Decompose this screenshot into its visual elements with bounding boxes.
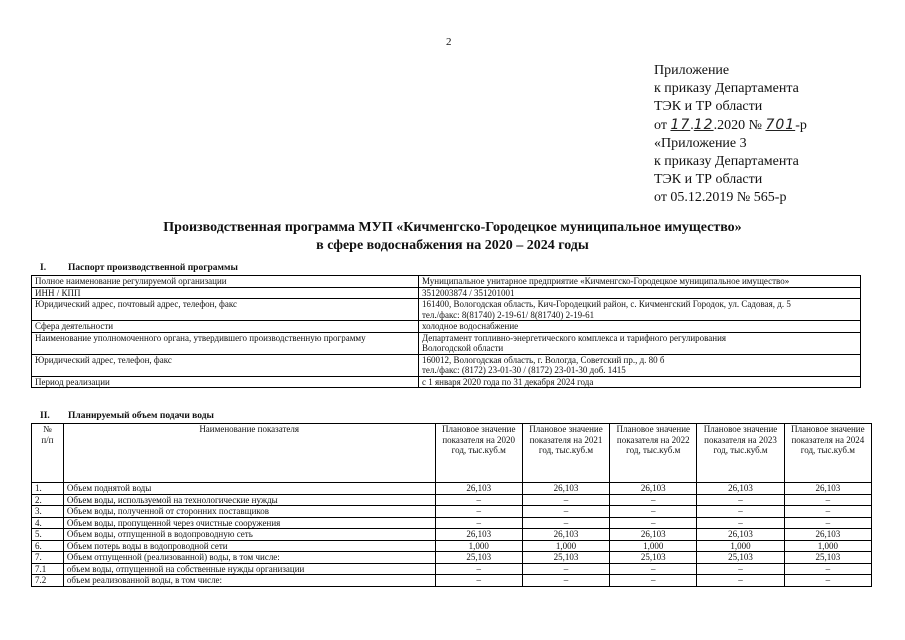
row-value: – [522,517,609,529]
passport-value: 3512003874 / 351201001 [419,287,861,299]
row-value: – [784,506,871,518]
passport-value: с 1 января 2020 года по 31 декабря 2024 года [419,376,861,388]
row-value: – [610,506,697,518]
appendix-line: от 05.12.2019 № 565-р [654,190,787,205]
appendix-line: ТЭК и ТР области [654,99,763,114]
row-number: 1. [32,483,64,495]
row-value: 26,103 [610,529,697,541]
row-value: – [697,506,784,518]
passport-value-cell [419,299,861,321]
passport-label: Полное наименование регулируемой организации [32,276,419,288]
date-year: .2020 № [713,118,762,133]
row-name: Объем потерь воды в водопроводной сети [63,540,435,552]
table-row [32,276,861,288]
water-volume-table [31,423,872,587]
col-header-2020: Плановое значение показателя на 2020 год, тыс.куб.м [435,424,522,483]
table-row [32,376,861,388]
section-2-heading [40,411,214,421]
page-number: 2 [446,36,452,48]
table-row [32,287,861,299]
appendix-line: к приказу Департамента [654,81,799,96]
passport-value: Вологодской области [422,343,504,353]
row-number: 5. [32,529,64,541]
section-number: II. [40,411,50,421]
col-header-number: № п/п [32,424,64,483]
row-value: – [610,494,697,506]
row-value: 26,103 [784,529,871,541]
title-line: в сфере водоснабжения на 2020 – 2024 годы [316,238,589,253]
passport-value: холодное водоснабжение [419,321,861,333]
row-value: 26,103 [610,483,697,495]
passport-value-cell [419,332,861,354]
passport-value: тел./факс: 8(81740) 2-19-61/ 8(81740) 2-19-61 [422,309,595,320]
row-number: 7.2 [32,575,64,587]
col-header-2021: Плановое значение показателя на 2021 год, тыс.куб.м [522,424,609,483]
table-row [32,552,872,564]
passport-label: Юридический адрес, почтовый адрес, телефон, факс [32,299,419,321]
row-value: 25,103 [435,552,522,564]
col-header-2022: Плановое значение показателя на 2022 год, тыс.куб.м [610,424,697,483]
date-prefix: от [654,118,667,133]
row-name: объем реализованной воды, в том числе: [63,575,435,587]
row-value: – [522,575,609,587]
row-value: – [784,494,871,506]
table-row [32,354,861,376]
section-1-heading [40,263,238,273]
row-number: 7. [32,552,64,564]
col-header-name: Наименование показателя [63,424,435,483]
table-row [32,575,872,587]
row-number: 7.1 [32,563,64,575]
row-value: – [435,506,522,518]
row-value: 26,103 [697,529,784,541]
row-value: – [697,517,784,529]
appendix-line: ТЭК и ТР области [654,172,763,187]
row-value: – [697,494,784,506]
passport-table [31,275,861,388]
document-title [0,219,905,255]
passport-value-cell [419,354,861,376]
col-header-2024: Плановое значение показателя на 2024 год, тыс.куб.м [784,424,871,483]
row-value: 26,103 [784,483,871,495]
row-value: – [522,494,609,506]
handwritten-day: 17 [670,117,691,133]
row-value: – [435,494,522,506]
row-name: Объем поднятой воды [63,483,435,495]
table-row [32,517,872,529]
row-value: – [610,563,697,575]
table-row [32,494,872,506]
row-name: Объем воды, отпущенной в водопроводную сеть [63,529,435,541]
section-number: I. [40,263,47,273]
row-value: 25,103 [697,552,784,564]
appendix-line: Приложение [654,63,730,78]
appendix-block [654,62,807,207]
row-value: 1,000 [610,540,697,552]
row-number: 3. [32,506,64,518]
row-value: 1,000 [697,540,784,552]
table-row [32,540,872,552]
row-number: 2. [32,494,64,506]
table-header-row [32,424,872,483]
row-value: – [610,517,697,529]
row-name: Объем воды, используемой на технологические нужды [63,494,435,506]
appendix-line: «Приложение 3 [654,136,747,151]
row-value: 26,103 [435,483,522,495]
section-title: Паспорт производственной программы [68,263,238,273]
table-body [32,483,872,587]
row-name: Объем отпущенной (реализованной) воды, в том числе: [63,552,435,564]
row-value: – [435,517,522,529]
row-value: – [522,506,609,518]
appendix-date-line: от 17.12.2020 № 701-р [654,117,807,133]
row-value: – [435,563,522,575]
handwritten-order-number: 701 [765,117,796,133]
row-value: 25,103 [610,552,697,564]
passport-value: тел./факс: (8172) 23-01-30 / (8172) 23-01-30 доб. 1415 [422,365,626,375]
passport-label: Наименование уполномоченного органа, утвердившего производственную программу [32,332,419,354]
row-value: – [522,563,609,575]
row-name: Объем воды, полученной от сторонних поставщиков [63,506,435,518]
table-row [32,483,872,495]
title-line: Производственная программа МУП «Кичменгско-Городецкое муниципальное имущество» [163,220,742,235]
row-value: 25,103 [522,552,609,564]
table-row [32,506,872,518]
row-value: – [784,575,871,587]
row-value: – [697,563,784,575]
section-title: Планируемый объем подачи воды [68,411,214,421]
handwritten-month: 12 [693,117,714,133]
row-value: – [697,575,784,587]
row-value: – [610,575,697,587]
row-value: 25,103 [784,552,871,564]
row-value: 1,000 [435,540,522,552]
table-row [32,321,861,333]
row-value: 26,103 [522,529,609,541]
table-row [32,529,872,541]
passport-label: ИНН / КПП [32,287,419,299]
row-name: объем воды, отпущенной на собственные нужды организации [63,563,435,575]
passport-value: Муниципальное унитарное предприятие «Кичменгско-Городецкое муниципальное имущество» [419,276,861,288]
row-value: – [435,575,522,587]
table-row [32,299,861,321]
appendix-line: к приказу Департамента [654,154,799,169]
row-value: – [784,563,871,575]
row-value: 26,103 [522,483,609,495]
row-number: 4. [32,517,64,529]
passport-value: 161400, Вологодская область, Кич-Городецкий район, с. Кичменгский Городок, ул. Садовая, д. 5 [422,299,791,309]
passport-value: 160012, Вологодская область, г. Вологда, Советский пр., д. 80 б [422,354,665,365]
passport-value: Департамент топливно-энергетического комплекса и тарифного регулирования [422,332,727,343]
passport-label: Период реализации [32,376,419,388]
order-suffix: -р [795,118,807,133]
row-value: 1,000 [522,540,609,552]
row-value: 26,103 [697,483,784,495]
row-name: Объем воды, пропущенной через очистные сооружения [63,517,435,529]
passport-label: Сфера деятельности [32,321,419,333]
table-row [32,563,872,575]
row-value: 26,103 [435,529,522,541]
row-value: 1,000 [784,540,871,552]
col-header-2023: Плановое значение показателя на 2023 год, тыс.куб.м [697,424,784,483]
row-number: 6. [32,540,64,552]
row-value: – [784,517,871,529]
passport-label: Юридический адрес, телефон, факс [32,354,419,376]
table-row [32,332,861,354]
